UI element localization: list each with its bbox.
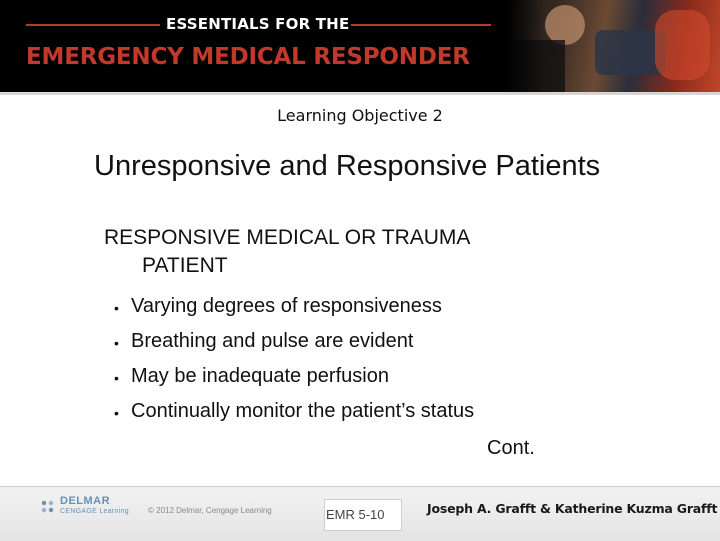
publisher-name: DELMAR (60, 495, 111, 507)
publisher-sub: CENGAGE Learning (60, 508, 129, 515)
header-photo (505, 0, 720, 92)
bullet-item: • Varying degrees of responsiveness (114, 295, 474, 330)
bullet-icon: • (114, 405, 119, 421)
copyright-text: © 2012 Delmar, Cengage Learning (148, 506, 272, 515)
bullet-icon: • (114, 370, 119, 386)
header-rule-right (351, 24, 491, 26)
bullet-list (114, 295, 474, 435)
slide-title: Unresponsive and Responsive Patients (94, 150, 601, 182)
bullet-item: • Continually monitor the patient’s status (114, 400, 474, 435)
bullet-item: • Breathing and pulse are evident (114, 330, 474, 365)
header-kicker: ESSENTIALS FOR THE (166, 15, 350, 33)
bullet-item: • May be inadequate perfusion (114, 365, 474, 400)
learning-objective: Learning Objective 2 (277, 106, 443, 125)
header-banner (0, 0, 720, 92)
delmar-logo-icon (40, 499, 56, 515)
authors: Joseph A. Grafft & Katherine Kuzma Grafft (427, 501, 718, 516)
section-heading (104, 224, 470, 280)
header-divider (0, 92, 720, 95)
header-rule-left (26, 24, 160, 26)
footer-bar (0, 486, 720, 541)
bullet-icon: • (114, 335, 119, 351)
bullet-icon: • (114, 300, 119, 316)
header-title: EMERGENCY MEDICAL RESPONDER (26, 44, 470, 70)
slide-number: EMR 5-10 (326, 507, 385, 522)
section-heading-line2: PATIENT (142, 254, 228, 277)
continued-label: Cont. (487, 437, 535, 459)
section-heading-line1: RESPONSIVE MEDICAL OR TRAUMA (104, 226, 471, 249)
